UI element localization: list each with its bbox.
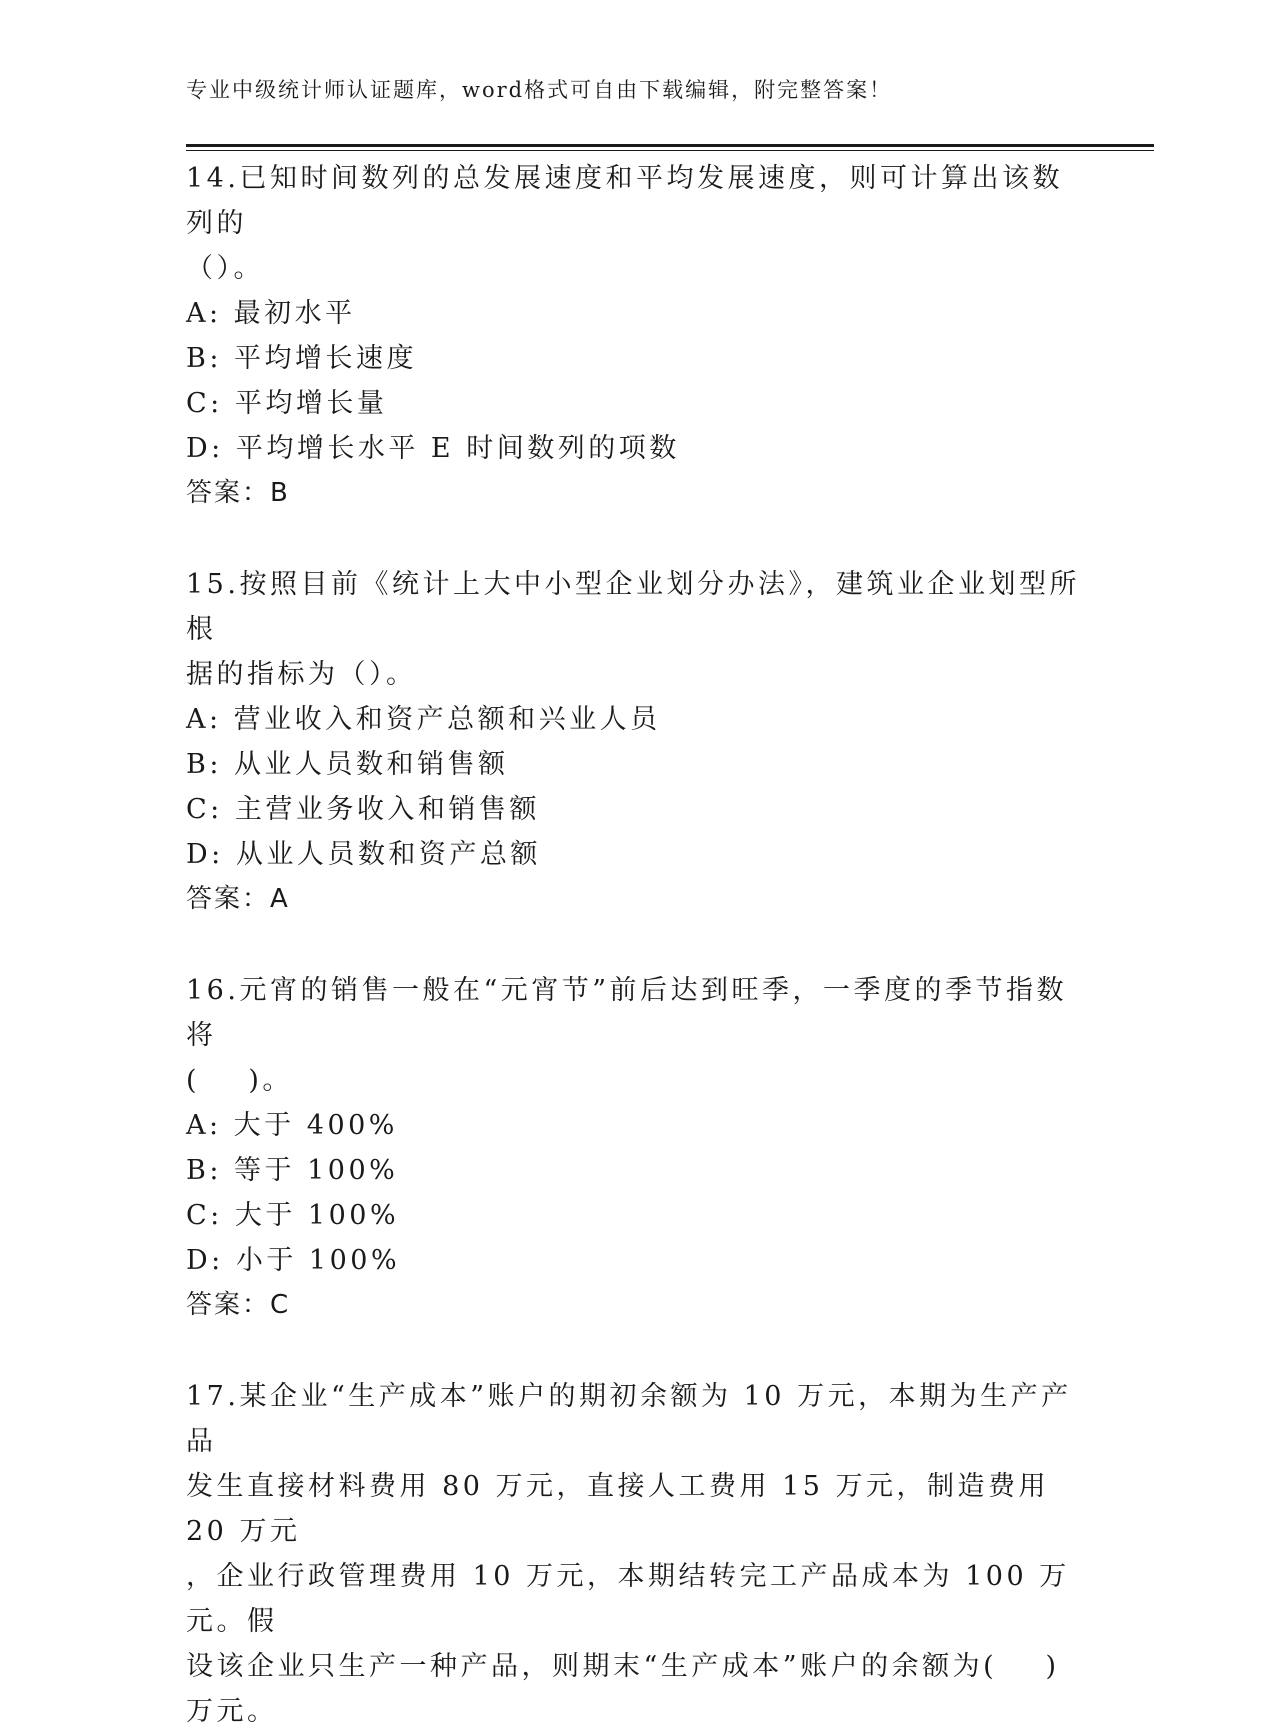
question-text-line: 据的指标为（）。 (186, 659, 417, 690)
page-header: 专业中级统计师认证题库，word格式可自由下载编辑，附完整答案！ (186, 78, 893, 102)
header-rule-thin (186, 150, 1154, 151)
question-list (186, 156, 1086, 1734)
option-b: B: 等于 100% (186, 1155, 399, 1186)
question-text-line: 设该企业只生产一种产品，则期末“生产成本”账户的余额为( ) (186, 1651, 1060, 1682)
answer: 答案：B (186, 478, 290, 508)
question-16 (186, 968, 1086, 1328)
question-text-line: 14.已知时间数列的总发展速度和平均发展速度，则可计算出该数列的 (186, 163, 1063, 239)
question-text-line: 15.按照目前《统计上大中小型企业划分办法》，建筑业企业划型所根 (186, 569, 1080, 645)
option-c: C: 主营业务收入和销售额 (186, 794, 540, 825)
header-rule-thick (186, 144, 1154, 147)
option-d: D: 从业人员数和资产总额 (186, 839, 541, 870)
question-text-line: 万元。 (186, 1696, 278, 1727)
option-c: C: 平均增长量 (186, 388, 388, 419)
question-text-line: 16.元宵的销售一般在“元宵节”前后达到旺季，一季度的季节指数将 (186, 975, 1068, 1051)
question-17 (186, 1374, 1086, 1734)
option-d: D: 小于 100% (186, 1245, 401, 1276)
question-text-line: 发生直接材料费用 80 万元，直接人工费用 15 万元，制造费用 20 万元 (186, 1471, 1062, 1547)
question-text-line: （）。 (186, 253, 264, 284)
question-14 (186, 156, 1086, 516)
question-text-line: 17.某企业“生产成本”账户的期初余额为 10 万元，本期为生产产品 (186, 1381, 1072, 1457)
option-b: B: 平均增长速度 (186, 343, 418, 374)
option-a: A: 最初水平 (186, 298, 356, 329)
answer: 答案：A (186, 884, 290, 914)
option-d: D: 平均增长水平 E 时间数列的项数 (186, 433, 680, 464)
option-a: A: 营业收入和资产总额和兴业人员 (186, 704, 661, 735)
answer: 答案：C (186, 1290, 291, 1320)
question-text-line: ，企业行政管理费用 10 万元，本期结转完工产品成本为 100 万元。假 (186, 1561, 1070, 1637)
option-c: C: 大于 100% (186, 1200, 400, 1231)
option-a: A: 大于 400% (186, 1110, 398, 1141)
question-text-line: ( )。 (186, 1065, 293, 1096)
option-b: B: 从业人员数和销售额 (186, 749, 509, 780)
question-15 (186, 562, 1086, 922)
